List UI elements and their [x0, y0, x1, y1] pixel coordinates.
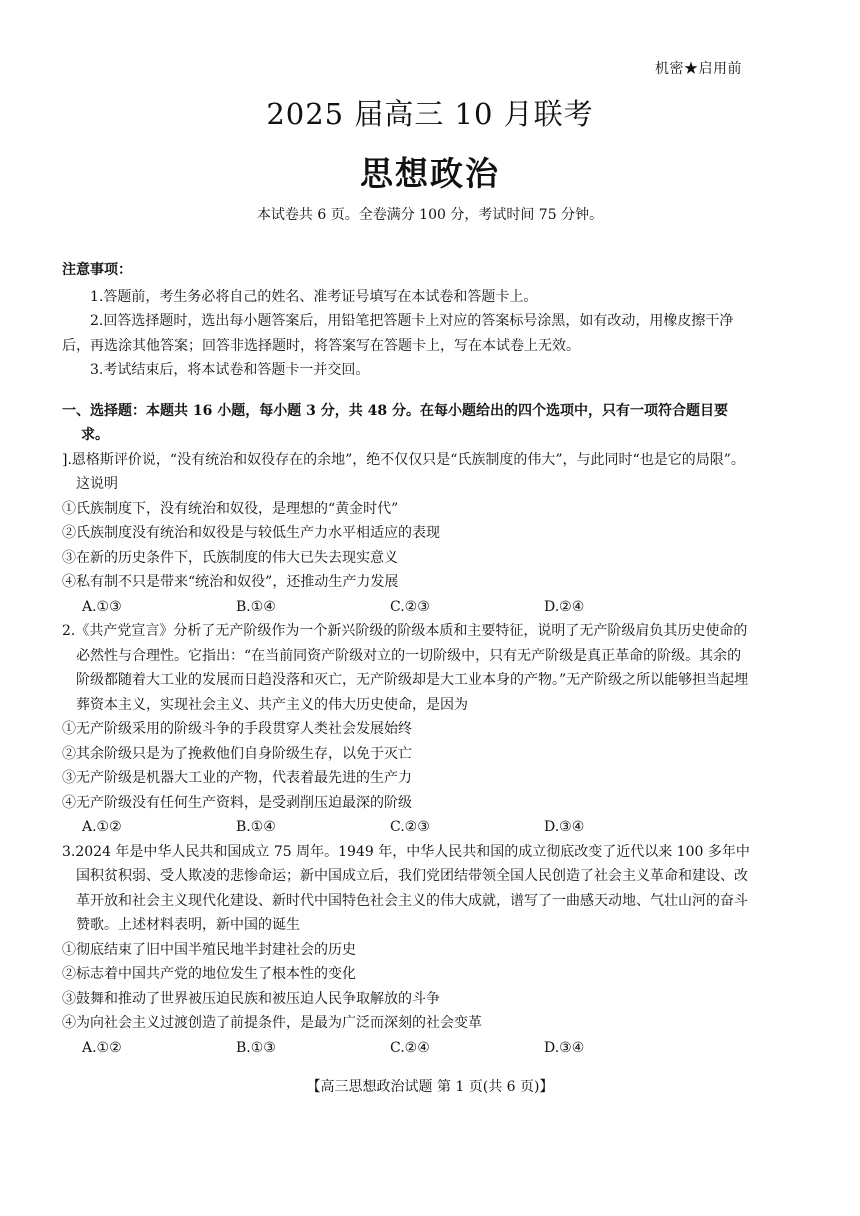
exam-content — [62, 258, 752, 1060]
exam-info: 本试卷共 6 页。全卷满分 100 分，考试时间 75 分钟。 — [256, 207, 604, 223]
option-a: A.①② — [82, 1039, 122, 1056]
notice-item: 3.考试结束后，将本试卷和答题卡一并交回。 — [90, 362, 370, 378]
question-1 — [62, 448, 752, 620]
option-c: C.②④ — [390, 1039, 430, 1056]
question-stem: 3.2024 年是中华人民共和国成立 75 周年。1949 年，中华人民共和国的成立彻底改变了近代以来 100 多年中国积贫积弱、受人欺凌的悲惨命运；新中国成立后，我们党团结带领全国人民创造了社会主义革命和建设、改革开放和社会主义现代化建设、新时代中国特色社会主义的伟大成就，谱写了一曲感天动地、气壮山河的奋斗赞歌。上述材料表明，新中国的诞生 — [62, 843, 750, 933]
question-stem: ].恩格斯评价说，“没有统治和奴役存在的余地”，绝不仅仅只是“氏族制度的伟大”，与此同时“也是它的局限”。这说明 — [62, 451, 745, 492]
statement: ③鼓舞和推动了世界被压迫民族和被压迫人民争取解放的斗争 — [62, 990, 440, 1007]
page-footer: 【高三思想政治试题 第 1 页(共 6 页)】 — [306, 1079, 554, 1095]
option-c: C.②③ — [390, 819, 430, 835]
question-2 — [62, 619, 752, 840]
option-b: B.①④ — [236, 598, 276, 615]
option-b: B.①④ — [236, 819, 276, 835]
exam-title: 2025 届高三 10 月联考 — [266, 97, 594, 131]
notice-item: 2.回答选择题时，选出每小题答案后，用铅笔把答题卡上对应的答案标号涂黑，如有改动，用橡皮擦干净后，再选涂其他答案；回答非选择题时，将答案写在答题卡上，写在本试卷上无效。 — [62, 313, 734, 354]
notice-item: 1.答题前，考生务必将自己的姓名、准考证号填写在本试卷和答题卡上。 — [90, 288, 538, 305]
subject-title: 思想政治 — [360, 154, 500, 193]
option-b: B.①③ — [236, 1039, 276, 1056]
option-a: A.①② — [82, 819, 122, 835]
section-heading: 一、选择题：本题共 16 小题，每小题 3 分，共 48 分。在每小题给出的四个选项中，只有一项符合题目要求。 — [62, 402, 728, 443]
statement: ②氏族制度没有统治和奴役是与较低生产力水平相适应的表现 — [62, 525, 440, 541]
option-a: A.①③ — [82, 598, 122, 615]
answer-options — [62, 595, 752, 620]
option-c: C.②③ — [390, 598, 430, 615]
secret-mark: 机密★启用前 — [655, 61, 742, 77]
statement: ③无产阶级是机器大工业的产物，代表着最先进的生产力 — [62, 770, 412, 786]
statement: ①彻底结束了旧中国半殖民地半封建社会的历史 — [62, 941, 356, 958]
option-d: D.②④ — [544, 598, 585, 615]
answer-options — [62, 1036, 752, 1061]
option-d: D.③④ — [544, 1039, 585, 1056]
option-d: D.③④ — [544, 819, 585, 835]
statement: ②其余阶级只是为了挽救他们自身阶级生存，以免于灭亡 — [62, 745, 412, 762]
statement: ③在新的历史条件下，氏族制度的伟大已失去现实意义 — [62, 549, 398, 566]
statement: ①氏族制度下，没有统治和奴役，是理想的“黄金时代” — [62, 500, 399, 517]
statement: ①无产阶级采用的阶级斗争的手段贯穿人类社会发展始终 — [62, 721, 412, 737]
answer-options — [62, 815, 752, 840]
statement: ④私有制不只是带来“统治和奴役”，还推动生产力发展 — [62, 574, 399, 590]
question-3 — [62, 840, 752, 1061]
question-stem: 2.《共产党宣言》分析了无产阶级作为一个新兴阶级的阶级本质和主要特征，说明了无产阶级肩负其历史使命的必然性与合理性。它指出：“在当前同资产阶级对立的一切阶级中，只有无产阶级是真正革命的阶级。其余的阶级都随着大工业的发展而日趋没落和灭亡，无产阶级却是大工业本身的产物。”无产阶级之所以能够担当起埋葬资本主义，实现社会主义、共产主义的伟大历史使命，是因为 — [62, 623, 749, 713]
statement: ②标志着中国共产党的地位发生了根本性的变化 — [62, 966, 356, 982]
notice-heading: 注意事项： — [62, 262, 132, 278]
statement: ④为向社会主义过渡创造了前提条件，是最为广泛而深刻的社会变革 — [62, 1015, 482, 1031]
statement: ④无产阶级没有任何生产资料，是受剥削压迫最深的阶级 — [62, 794, 412, 811]
